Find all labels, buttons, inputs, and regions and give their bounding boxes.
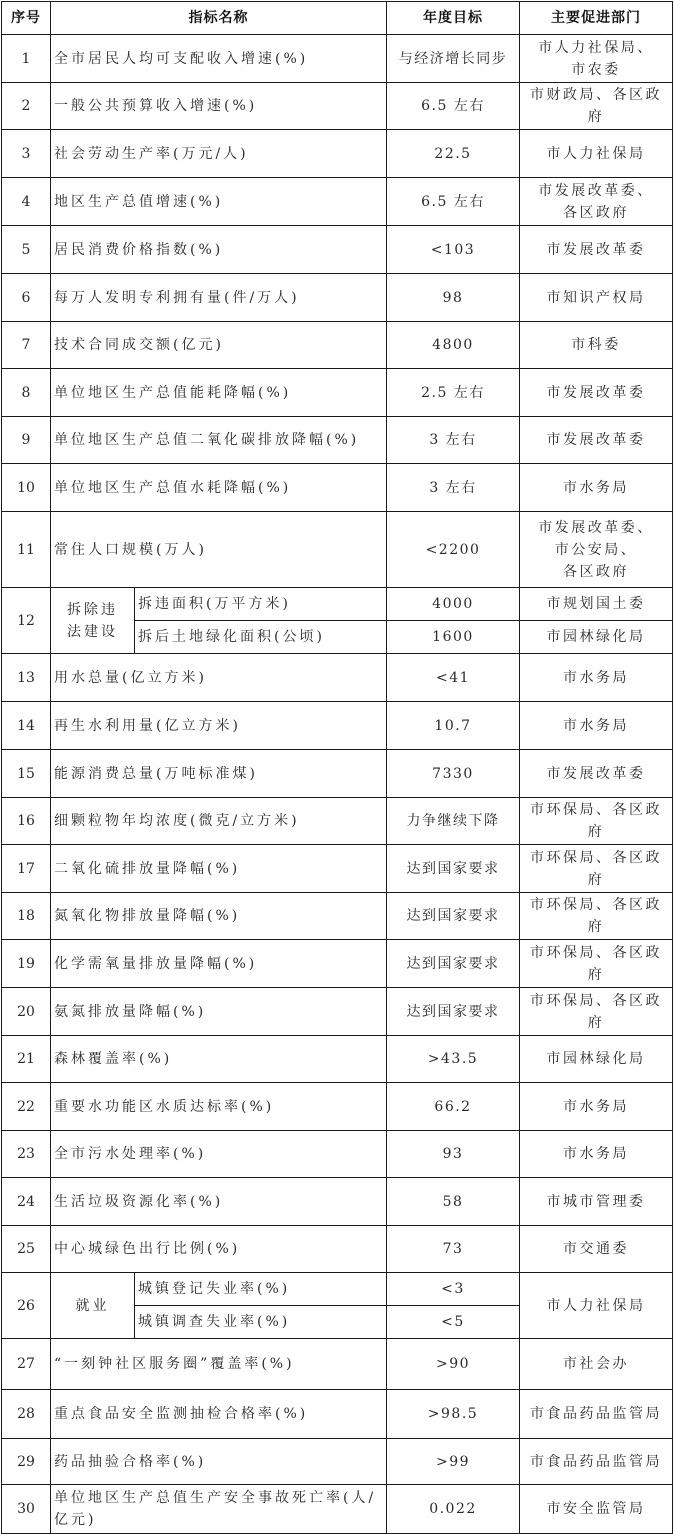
row-seq: 9 [2, 417, 51, 464]
dept-line: 市发展改革委、 [538, 182, 654, 199]
row-target: 1600 [387, 621, 520, 654]
row-dept [520, 1083, 673, 1131]
dept-line: 市发展改革委 [546, 765, 646, 782]
row-dept [520, 1036, 673, 1083]
row-dept [520, 940, 673, 988]
dept-line: 市知识产权局 [546, 289, 646, 306]
row-seq: 26 [2, 1273, 51, 1339]
dept-line: 市环保局、各区政府 [530, 992, 662, 1031]
dept-line: 市水务局 [563, 1098, 629, 1115]
row-indicator-name: 氨氮排放量降幅(%) [51, 988, 387, 1036]
dept-line: 市安全监管局 [546, 1501, 646, 1517]
row-seq: 13 [2, 654, 51, 702]
row-seq: 25 [2, 1226, 51, 1273]
row-sub-indicator-name: 拆后土地绿化面积(公顷) [135, 621, 387, 654]
table-row [2, 1485, 673, 1534]
table-row [2, 512, 673, 588]
table-row [2, 178, 673, 226]
table-row [2, 654, 673, 702]
row-dept [520, 750, 673, 798]
dept-line: 市财政局、各区政府 [530, 87, 662, 125]
row-indicator-name: 一般公共预算收入增速(%) [51, 83, 387, 130]
table-row [2, 1339, 673, 1390]
row-target: 2.5 左右 [387, 369, 520, 417]
row-target: >43.5 [387, 1036, 520, 1083]
row-dept [520, 322, 673, 369]
row-seq: 27 [2, 1339, 51, 1390]
header-name: 指标名称 [51, 2, 387, 35]
row-seq: 2 [2, 83, 51, 130]
row-target: 7330 [387, 750, 520, 798]
row-sub-indicator-name: 城镇登记失业率(%) [135, 1273, 387, 1306]
dept-line: 市环保局、各区政府 [530, 897, 662, 935]
row-target: >98.5 [387, 1390, 520, 1439]
row-indicator-name: 再生水利用量(亿立方米) [51, 702, 387, 750]
table-row [2, 940, 673, 988]
row-seq: 3 [2, 130, 51, 178]
row-seq: 11 [2, 512, 51, 588]
row-dept [520, 1131, 673, 1178]
row-target: >90 [387, 1339, 520, 1390]
row-target: 3 左右 [387, 417, 520, 464]
row-target: <41 [387, 654, 520, 702]
table-row [2, 588, 673, 621]
row-dept [520, 83, 673, 130]
row-indicator-name: 单位地区生产总值能耗降幅(%) [51, 369, 387, 417]
row-dept [520, 130, 673, 178]
table-row [2, 1131, 673, 1178]
row-indicator-name: 细颗粒物年均浓度(微克/立方米) [51, 798, 387, 845]
row-seq: 24 [2, 1178, 51, 1226]
dept-line: 市环保局、各区政府 [530, 802, 662, 840]
row-target: 4000 [387, 588, 520, 621]
row-seq: 15 [2, 750, 51, 798]
table-row [2, 417, 673, 464]
dept-line: 市水务局 [563, 717, 629, 734]
row-target: 58 [387, 1178, 520, 1226]
row-seq: 20 [2, 988, 51, 1036]
table-row [2, 988, 673, 1036]
row-indicator-name: 居民消费价格指数(%) [51, 226, 387, 274]
dept-line: 市食品药品监管局 [530, 1406, 662, 1422]
dept-line: 市发展改革委、 [538, 519, 654, 536]
row-target: 10.7 [387, 702, 520, 750]
row-dept [520, 1390, 673, 1439]
row-indicator-name: 氮氧化物排放量降幅(%) [51, 893, 387, 940]
row-target: 达到国家要求 [387, 940, 520, 988]
row-indicator-name: 全市居民人均可支配收入增速(%) [51, 35, 387, 83]
row-dept [520, 464, 673, 512]
row-seq: 7 [2, 322, 51, 369]
row-seq: 29 [2, 1439, 51, 1485]
row-indicator-name: 技术合同成交额(亿元) [51, 322, 387, 369]
row-indicator-name: 化学需氧量排放量降幅(%) [51, 940, 387, 988]
row-target: 力争继续下降 [387, 798, 520, 845]
row-dept: 市园林绿化局 [520, 621, 673, 654]
row-dept [520, 1439, 673, 1485]
row-dept: 市人力社保局 [520, 1273, 673, 1339]
row-target: 93 [387, 1131, 520, 1178]
row-target: 6.5 左右 [387, 178, 520, 226]
row-dept [520, 369, 673, 417]
indicators-table [1, 1, 673, 1534]
header-target: 年度目标 [387, 2, 520, 35]
row-target: 达到国家要求 [387, 988, 520, 1036]
row-target: 6.5 左右 [387, 83, 520, 130]
row-dept [520, 274, 673, 322]
row-seq: 17 [2, 845, 51, 893]
dept-line: 市农委 [571, 61, 621, 78]
row-target: 达到国家要求 [387, 845, 520, 893]
row-dept [520, 1226, 673, 1273]
table-row [2, 1390, 673, 1439]
dept-line: 市园林绿化局 [546, 1051, 646, 1067]
row-indicator-name: 用水总量(亿立方米) [51, 654, 387, 702]
row-dept [520, 512, 673, 588]
dept-line: 市公安局、 [554, 541, 638, 558]
row-indicator-name: 单位地区生产总值水耗降幅(%) [51, 464, 387, 512]
table-row [2, 369, 673, 417]
header-dept: 主要促进部门 [520, 2, 673, 35]
table-row [2, 1273, 673, 1306]
row-indicator-name: 地区生产总值增速(%) [51, 178, 387, 226]
row-target: <5 [387, 1306, 520, 1339]
table-row [2, 750, 673, 798]
row-target: <3 [387, 1273, 520, 1306]
table-row [2, 1226, 673, 1273]
table-row [2, 1083, 673, 1131]
table-row [2, 322, 673, 369]
row-seq: 28 [2, 1390, 51, 1439]
dept-line: 市发展改革委 [546, 241, 646, 258]
header-seq: 序号 [2, 2, 51, 35]
header-row [2, 2, 673, 35]
table-row [2, 845, 673, 893]
row-target: 达到国家要求 [387, 893, 520, 940]
row-seq: 10 [2, 464, 51, 512]
row-group-name: 就业 [51, 1273, 135, 1339]
row-dept [520, 798, 673, 845]
row-seq: 19 [2, 940, 51, 988]
row-seq: 14 [2, 702, 51, 750]
dept-line: 各区政府 [563, 204, 629, 221]
row-indicator-name: 重点食品安全监测抽检合格率(%) [51, 1390, 387, 1439]
row-indicator-name: 单位地区生产总值生产安全事故死亡率(人/亿元) [51, 1485, 387, 1534]
row-target: 3 左右 [387, 464, 520, 512]
table-row [2, 274, 673, 322]
row-sub-indicator-name: 城镇调查失业率(%) [135, 1306, 387, 1339]
row-seq: 8 [2, 369, 51, 417]
table-row [2, 464, 673, 512]
row-indicator-name: 社会劳动生产率(万元/人) [51, 130, 387, 178]
dept-line: 市水务局 [563, 1146, 629, 1162]
row-dept [520, 178, 673, 226]
dept-line: 市城市管理委 [546, 1193, 646, 1210]
row-dept [520, 845, 673, 893]
dept-line: 市人力社保局 [546, 145, 646, 162]
row-dept [520, 893, 673, 940]
dept-line: 市环保局、各区政府 [530, 849, 662, 888]
row-indicator-name: 全市污水处理率(%) [51, 1131, 387, 1178]
row-target: <2200 [387, 512, 520, 588]
table-row [2, 1178, 673, 1226]
row-dept [520, 226, 673, 274]
row-dept [520, 988, 673, 1036]
table-row [2, 83, 673, 130]
row-indicator-name: 常住人口规模(万人) [51, 512, 387, 588]
dept-line: 市科委 [571, 337, 621, 353]
row-seq: 22 [2, 1083, 51, 1131]
row-indicator-name: 每万人发明专利拥有量(件/万人) [51, 274, 387, 322]
dept-line: 市交通委 [563, 1241, 629, 1257]
row-indicator-name: 药品抽验合格率(%) [51, 1439, 387, 1485]
table-row [2, 35, 673, 83]
row-indicator-name: 能源消费总量(万吨标准煤) [51, 750, 387, 798]
row-dept [520, 417, 673, 464]
row-seq: 30 [2, 1485, 51, 1534]
row-target: 0.022 [387, 1485, 520, 1534]
row-target: 22.5 [387, 130, 520, 178]
table-row [2, 702, 673, 750]
row-indicator-name: 单位地区生产总值二氧化碳排放降幅(%) [51, 417, 387, 464]
row-seq: 12 [2, 588, 51, 654]
table-row [2, 226, 673, 274]
row-indicator-name: 二氧化硫排放量降幅(%) [51, 845, 387, 893]
row-target: 与经济增长同步 [387, 35, 520, 83]
dept-line: 市发展改革委 [546, 384, 646, 401]
row-seq: 6 [2, 274, 51, 322]
row-target: 73 [387, 1226, 520, 1273]
row-target: 98 [387, 274, 520, 322]
row-dept [520, 1178, 673, 1226]
row-dept [520, 35, 673, 83]
row-dept [520, 654, 673, 702]
row-seq: 21 [2, 1036, 51, 1083]
row-target: >99 [387, 1439, 520, 1485]
row-seq: 4 [2, 178, 51, 226]
dept-line: 各区政府 [563, 563, 629, 580]
row-seq: 18 [2, 893, 51, 940]
row-seq: 23 [2, 1131, 51, 1178]
row-dept [520, 702, 673, 750]
row-indicator-name: 重要水功能区水质达标率(%) [51, 1083, 387, 1131]
row-indicator-name: 中心城绿色出行比例(%) [51, 1226, 387, 1273]
row-seq: 5 [2, 226, 51, 274]
row-group-name: 拆除违法建设 [51, 588, 135, 654]
row-seq: 1 [2, 35, 51, 83]
dept-line: 市社会办 [563, 1356, 629, 1372]
row-target: 66.2 [387, 1083, 520, 1131]
row-dept [520, 1485, 673, 1534]
row-sub-indicator-name: 拆违面积(万平方米) [135, 588, 387, 621]
dept-line: 市水务局 [563, 479, 629, 496]
dept-line: 市水务局 [563, 669, 629, 686]
row-indicator-name: 森林覆盖率(%) [51, 1036, 387, 1083]
table-row [2, 893, 673, 940]
table-row [2, 130, 673, 178]
row-seq: 16 [2, 798, 51, 845]
row-dept: 市规划国土委 [520, 588, 673, 621]
row-target: <103 [387, 226, 520, 274]
table-row [2, 798, 673, 845]
table-row [2, 1439, 673, 1485]
dept-line: 市发展改革委 [546, 432, 646, 448]
dept-line: 市人力社保局、 [538, 39, 654, 56]
dept-line: 市环保局、各区政府 [530, 944, 662, 983]
row-dept [520, 1339, 673, 1390]
table-row [2, 1036, 673, 1083]
row-target: 4800 [387, 322, 520, 369]
row-indicator-name: “一刻钟社区服务圈”覆盖率(%) [51, 1339, 387, 1390]
dept-line: 市食品药品监管局 [530, 1453, 662, 1470]
row-indicator-name: 生活垃圾资源化率(%) [51, 1178, 387, 1226]
